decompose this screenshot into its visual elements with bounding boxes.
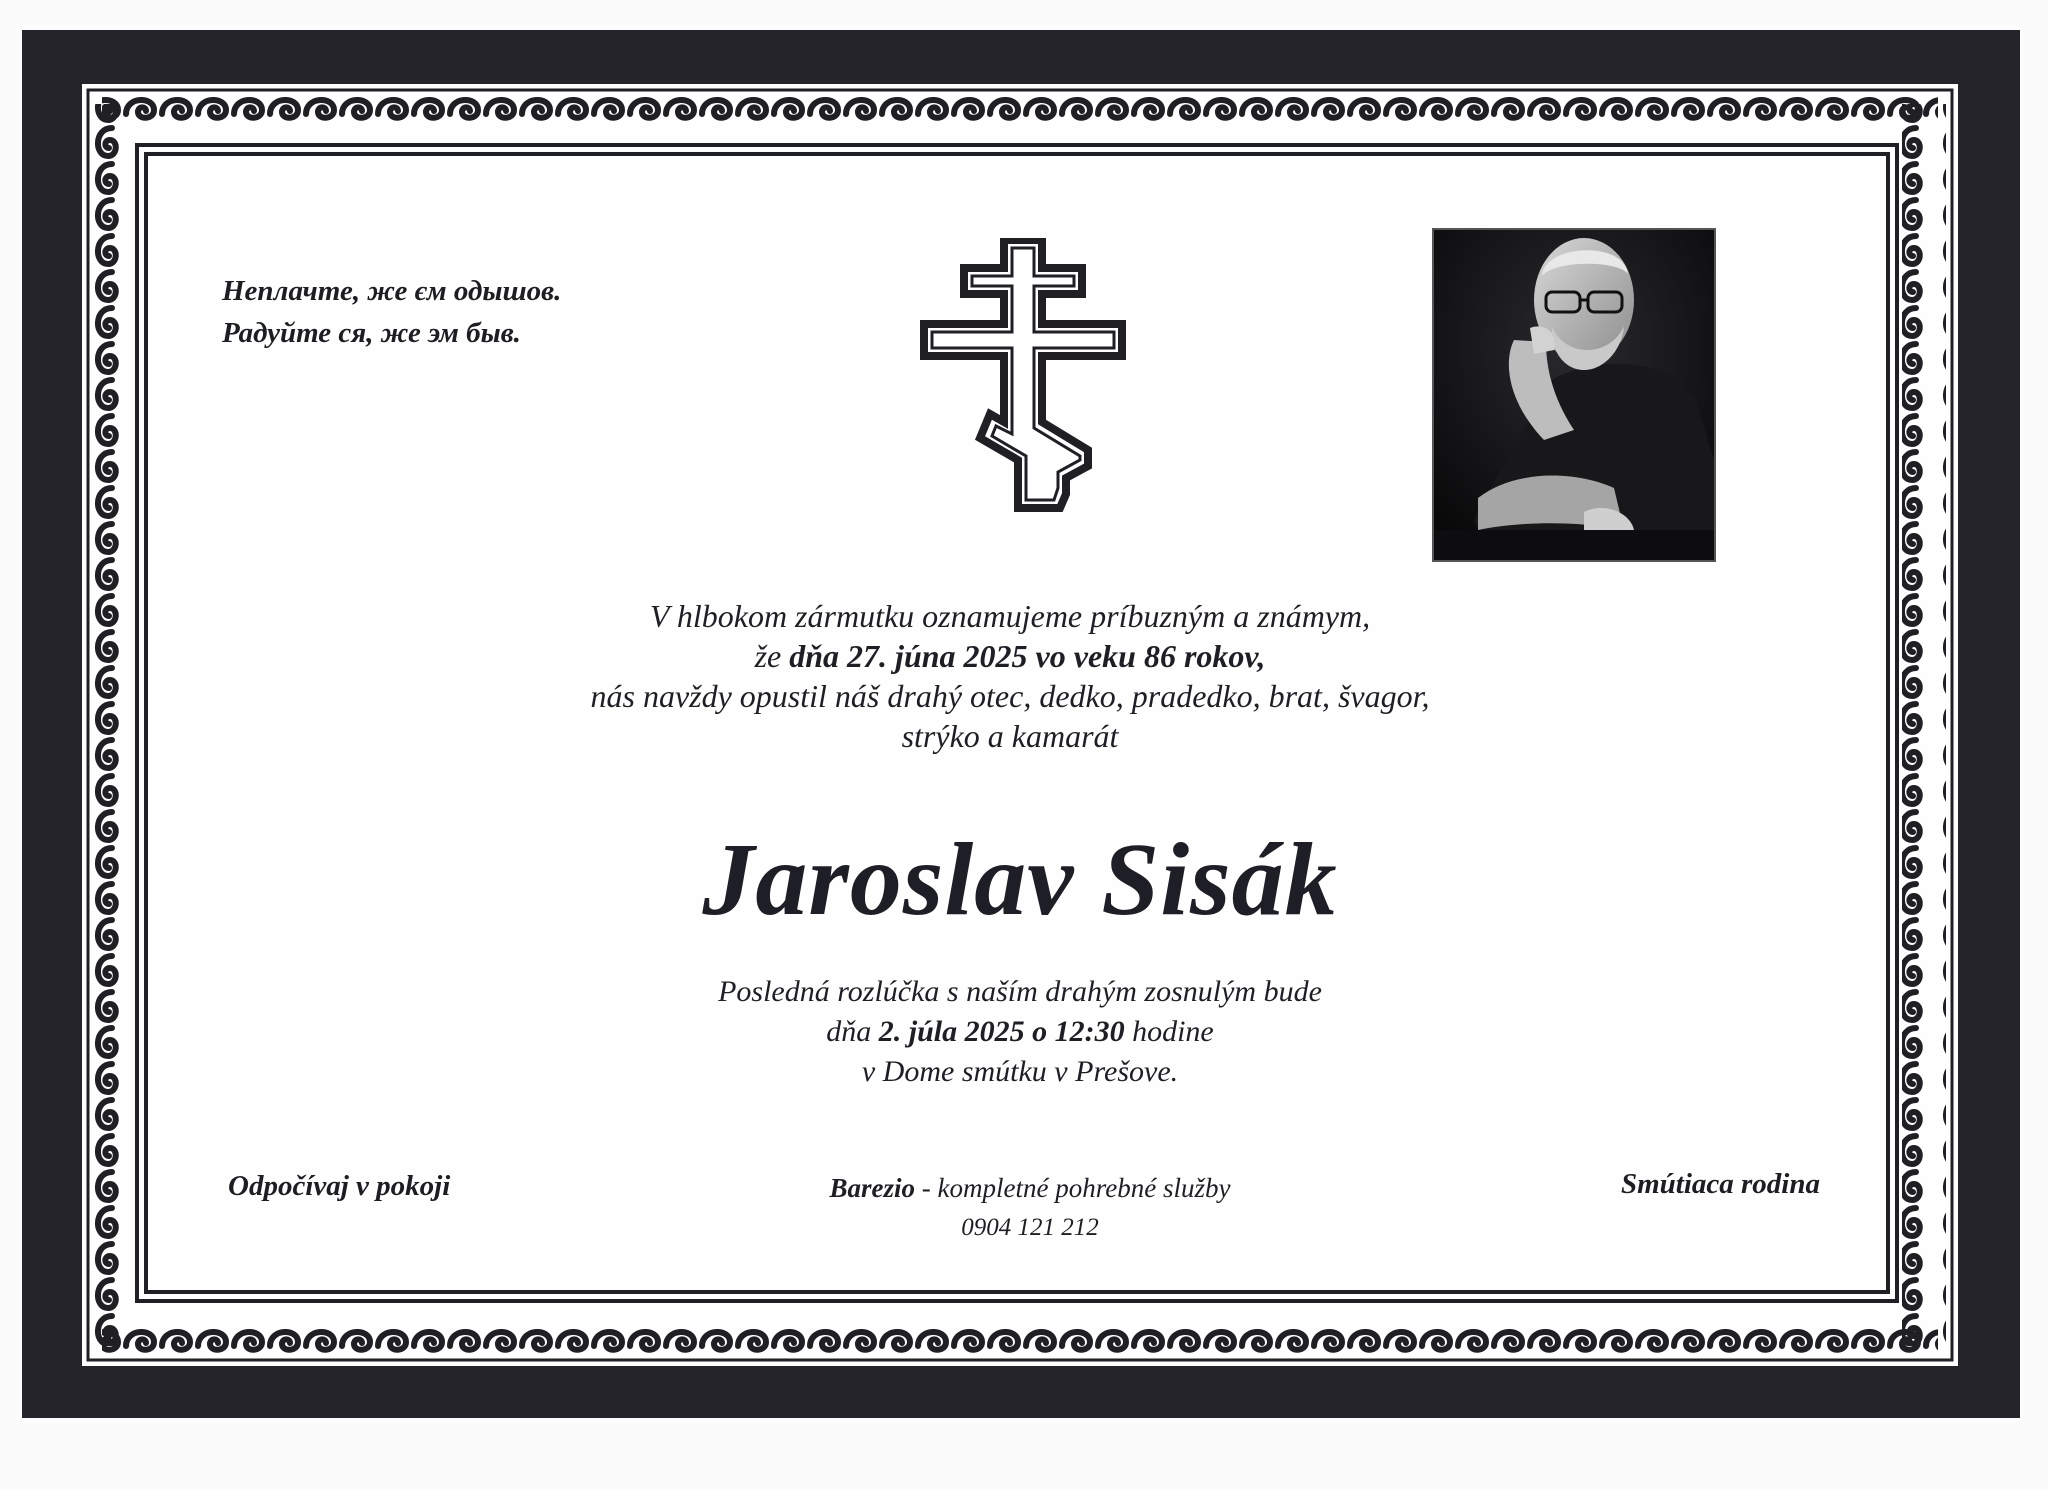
farewell-line-1: Posledná rozlúčka s naším drahým zosnulým bude [718,975,1322,1008]
funeral-service-description: - kompletné pohrebné služby [915,1173,1231,1203]
farewell-line-2-suffix: hodine [1124,1015,1214,1048]
funeral-date-time: 2. júla 2025 o 12:30 [878,1015,1125,1048]
announcement-line-2-prefix: že [754,638,790,674]
deceased-name: Jaroslav Sisák [702,822,1338,937]
orthodox-cross-icon [920,238,1130,520]
farewell-details [520,972,1520,1092]
death-date-and-age: dňa 27. júna 2025 vo veku 86 rokov, [789,638,1266,674]
deceased-portrait [1432,228,1716,562]
announcement-line-3: nás navždy opustil náš drahý otec, dedko, pradedko, brat, švagor, [590,678,1430,714]
rusyn-quote [222,270,742,354]
funeral-service-name: Barezio [829,1173,916,1203]
mourning-family-text: Smútiaca rodina [1620,1168,1820,1200]
farewell-line-2-prefix: dňa [826,1015,879,1048]
announcement-line-2 [420,636,1600,676]
announcement-text [420,596,1600,756]
announcement-line-4: strýko a kamarát [901,718,1119,754]
quote-line-1: Неплачте, же єм одышов. [222,275,562,307]
funeral-service-line [700,1168,1360,1208]
farewell-line-2 [520,1012,1520,1052]
quote-line-2: Радуйте ся, же эм быв. [222,317,521,349]
funeral-service-info [700,1168,1360,1248]
rest-in-peace-text: Odpočívaj v pokoji [228,1170,451,1202]
announcement-line-1: V hlbokom zármutku oznamujeme príbuzným a známym, [649,598,1371,634]
funeral-service-phone: 0904 121 212 [961,1214,1099,1241]
farewell-line-3: v Dome smútku v Prešove. [861,1055,1179,1088]
